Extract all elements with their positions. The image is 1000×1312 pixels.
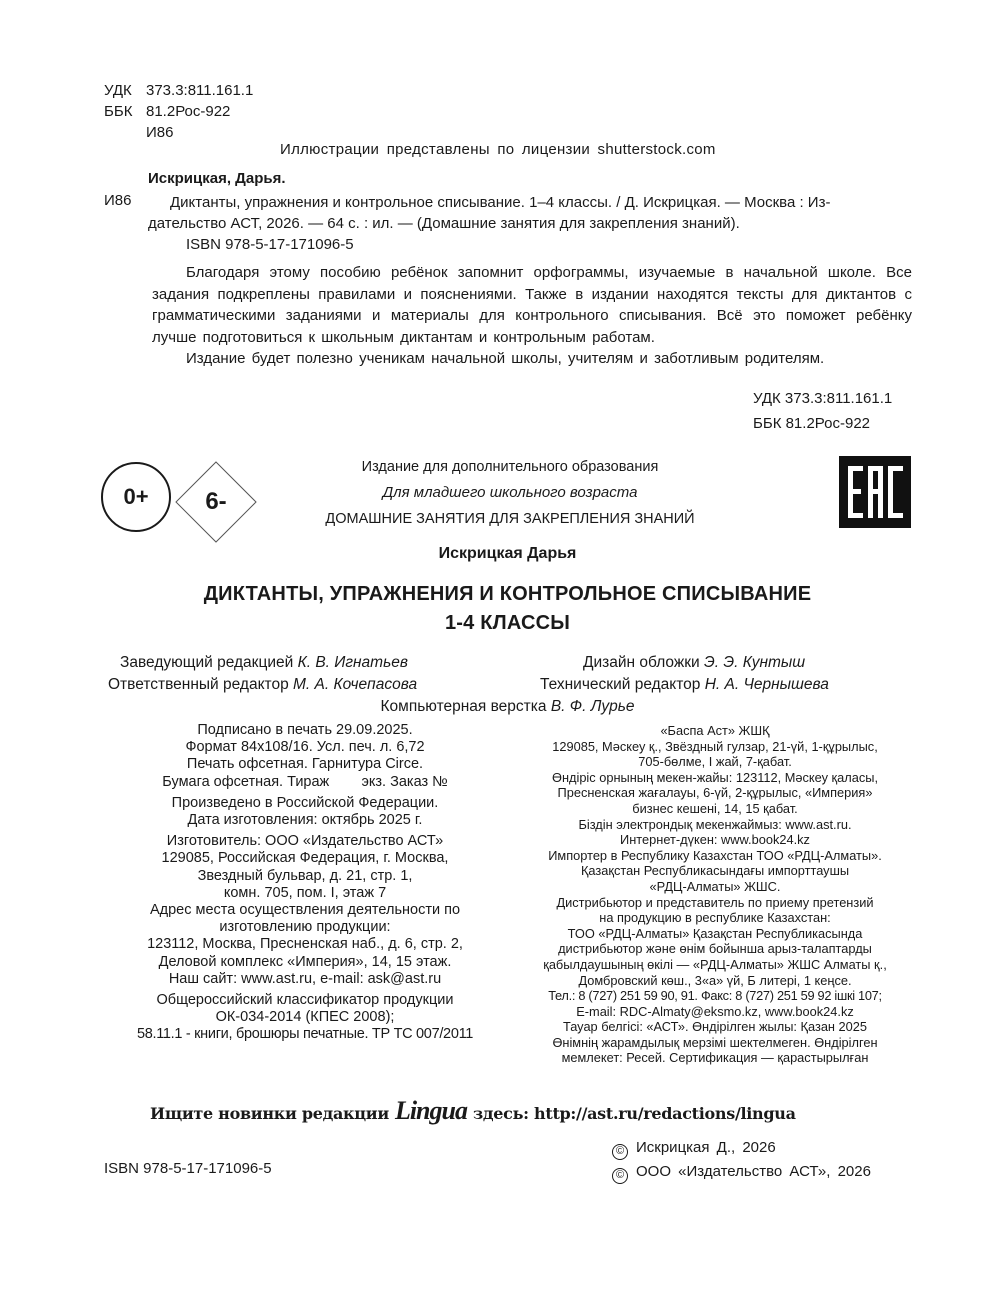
isbn-footer: ISBN 978-5-17-171096-5 [104,1160,272,1177]
eac-conformity-icon [839,456,911,528]
imprint-line: «Баспа Аст» ЖШҚ [660,723,770,738]
imprint-line: Адрес места осуществления деятельности по [149,902,461,919]
imprint-line: изготовлению продукции: [219,919,391,936]
udk-label: УДК [104,82,132,99]
imprint-line: 705-бөлме, I жай, 7-қабат. [638,754,792,770]
imprint-line: мемлекет: Ресей. Сертификация — қарастырылған [561,1050,869,1066]
imprint-line: E-mail: RDC-Almaty@eksmo.kz, www.book24.kz [576,1003,854,1019]
annotation [152,262,912,370]
person-name: В. Ф. Лурье [550,698,635,715]
role-label: Дизайн обложки [583,654,704,671]
audience: Для младшего школьного возраста [382,484,638,501]
imprint-line: Печать офсетная. Гарнитура Circe. [186,756,424,773]
classification-block-right [753,386,892,436]
age-rating-circle [101,462,171,532]
copyright-publisher: ООО «Издательство АСТ», 2026 [636,1163,871,1180]
biblio-line-1: Диктанты, упражнения и контрольное списывание. 1–4 классы. / Д. Искрицкая. — Москва : Из- [170,194,831,211]
person-name: М. А. Кочепасова [293,676,418,693]
staff-responsible-editor [108,674,417,696]
imprint-line: Өндіріс орнының мекен-жайы: 123112, Мәскеу қаласы, [551,769,879,785]
imprint-line: Домбровский көш., 3«а» үй, Б литері, 1 кеңсе. [578,972,852,988]
imprint-line: Интернет-дүкен: www.book24.kz [620,832,810,848]
person-name: К. В. Игнатьев [297,654,408,671]
age-rating-6minus: 6- [205,488,227,515]
lingua-logo-icon: Lingua [394,1096,467,1125]
series-name: ДОМАШНИЕ ЗАНЯТИЯ ДЛЯ ЗАКРЕПЛЕНИЯ ЗНАНИЙ [325,511,695,527]
imprint-line: Общероссийский классификатор продукции [156,992,454,1009]
imprint-line: дистрибьютор және өнім бойынша арыз-талаптарды [558,941,872,957]
illustrations-note: Иллюстрации представлены по лицензии shutterstock.com [280,141,716,158]
copyright-icon: © [612,1168,628,1184]
imprint-line: «РДЦ-Алматы» ЖШС. [649,878,781,894]
title-line-2: 1-4 КЛАССЫ [444,612,571,634]
bbk-value: 81.2Рос-922 [146,103,231,120]
imprint-line: Дата изготовления: октябрь 2025 г. [187,812,423,829]
lingua-promo-line [150,1096,870,1126]
author-heading: Искрицкая, Дарья. [148,170,286,187]
imprint-line: Пресненская жағалауы, 6-үй, 2-құрылыс, «Империя» [557,785,873,801]
imprint-line: Импортер в Республику Казахстан ТОО «РДЦ-Алматы». [548,847,882,863]
imprint-line: Деловой комплекс «Империя», 14, 15 этаж. [158,953,452,970]
imprint-line: бизнес кешені, 14, 15 қабат. [632,800,798,816]
imprint-line: Бумага офсетная. Тираж экз. Заказ № [162,773,448,790]
lingua-link[interactable]: здесь: http://ast.ru/redactions/lingua [472,1104,796,1123]
role-label: Компьютерная верстка [380,698,551,715]
imprint-line: 123112, Москва, Пресненская наб., д. 6, стр. 2, [147,936,463,953]
imprint-line: на продукцию в республике Казахстан: [599,910,831,926]
bibliographic-description [148,192,910,234]
series-info [300,454,720,532]
imprint-line: Қазақстан Республикасындағы импорттаушы [580,863,850,879]
imprint-line: Наш сайт: www.ast.ru, e-mail: ask@ast.ru [168,970,442,987]
isbn-biblio: ISBN 978-5-17-171096-5 [186,236,354,253]
udk-right: УДК 373.3:811.161.1 [753,390,893,407]
bbk-label: ББК [104,103,133,120]
imprint-line: Формат 84x108/16. Усл. печ. л. 6,72 [185,739,425,756]
udk-value: 373.3:811.161.1 [146,82,254,99]
author-sign: И86 [146,124,174,141]
imprint-line: қабылдаушының өкілі — «РДЦ-Алматы» ЖШС Алматы қ., [543,956,887,972]
imprint-line: комн. 705, пом. I, этаж 7 [223,884,387,901]
imprint-line: Звездный бульвар, д. 21, стр. 1, [197,867,413,884]
imprint-line: ТОО «РДЦ-Алматы» Қазақстан Республикасында [567,925,863,941]
copyright-author: Искрицкая Д., 2026 [636,1139,776,1156]
biblio-line-2: дательство АСТ, 2026. — 64 с. : ил. — (Домашние занятия для закрепления знаний). [148,215,740,232]
imprint-line: Өнімнің жарамдылық мерзімі шектелмеген. Өндірілген [552,1034,878,1050]
annotation-paragraph-1: Благодаря этому пособию ребёнок запомнит орфограммы, изучаемые в начальной школе. Все задания подкреплены правилами и пояснениями. Также в издании находятся тексты для диктантов с грамматическими заданиями и материалы для контрольного списывания. Всё это поможет ребёнку лучше подготовиться к школьным диктантам и контрольным работам. [152,264,912,346]
staff-technical-editor [540,674,829,696]
annotation-paragraph-2: Издание будет полезно ученикам начальной школы, учителям и заботливым родителям. [186,350,825,367]
edition-type: Издание для дополнительного образования [361,459,659,475]
person-name: Э. Э. Кунтыш [704,654,806,671]
imprint-line: ОК-034-2014 (КПЕС 2008); [215,1009,395,1026]
staff-head-editor [120,652,408,674]
author-sign-left: И86 [104,192,132,209]
imprint-line: Произведено в Российской Федерации. [171,794,439,811]
bbk-right: ББК 81.2Рос-922 [753,415,870,432]
book-author: Искрицкая Дарья [438,545,577,562]
role-label: Ответственный редактор [108,676,293,693]
imprint-line: 129085, Мәскеу қ., Звёздный гулзар, 21-үй, 1-құрылыс, [552,738,878,754]
imprint-line: Біздін электрондық мекенжаймыз: www.ast.ru. [578,816,852,832]
staff-layout [0,696,1000,718]
title-line-1: ДИКТАНТЫ, УПРАЖНЕНИЯ И КОНТРОЛЬНОЕ СПИСЫВАНИЕ [203,583,812,605]
imprint-line: 58.11.1 - книги, брошюры печатные. ТР ТС 007/2011 [136,1026,474,1043]
imprint-line: Тауар белгісі: «АСТ». Өндірілген жылы: Қазан 2025 [562,1019,868,1035]
lingua-prefix: Ищите новинки редакции [150,1104,389,1123]
copyright-icon: © [612,1144,628,1160]
imprint-left-column [100,722,510,1044]
copyright-block [612,1136,871,1184]
imprint-line: 129085, Российская Федерация, г. Москва, [161,850,449,867]
age-rating-0plus: 0+ [123,484,149,509]
person-name: Н. А. Чернышева [704,676,829,693]
staff-cover-design [583,652,805,674]
book-title [0,580,1000,638]
imprint-line: Тел.: 8 (727) 251 59 90, 91. Факс: 8 (727) 251 59 92 ішкі 107; [548,988,882,1004]
classification-block-top [104,80,253,143]
age-rating-diamond [175,461,257,543]
role-label: Заведующий редакцией [120,654,298,671]
imprint-line: Подписано в печать 29.09.2025. [197,722,413,738]
imprint-line: Изготовитель: ООО «Издательство АСТ» [166,833,444,850]
imprint-right-column [505,723,925,1066]
role-label: Технический редактор [540,676,705,693]
imprint-line: Дистрибьютор и представитель по приему претензий [556,894,874,910]
